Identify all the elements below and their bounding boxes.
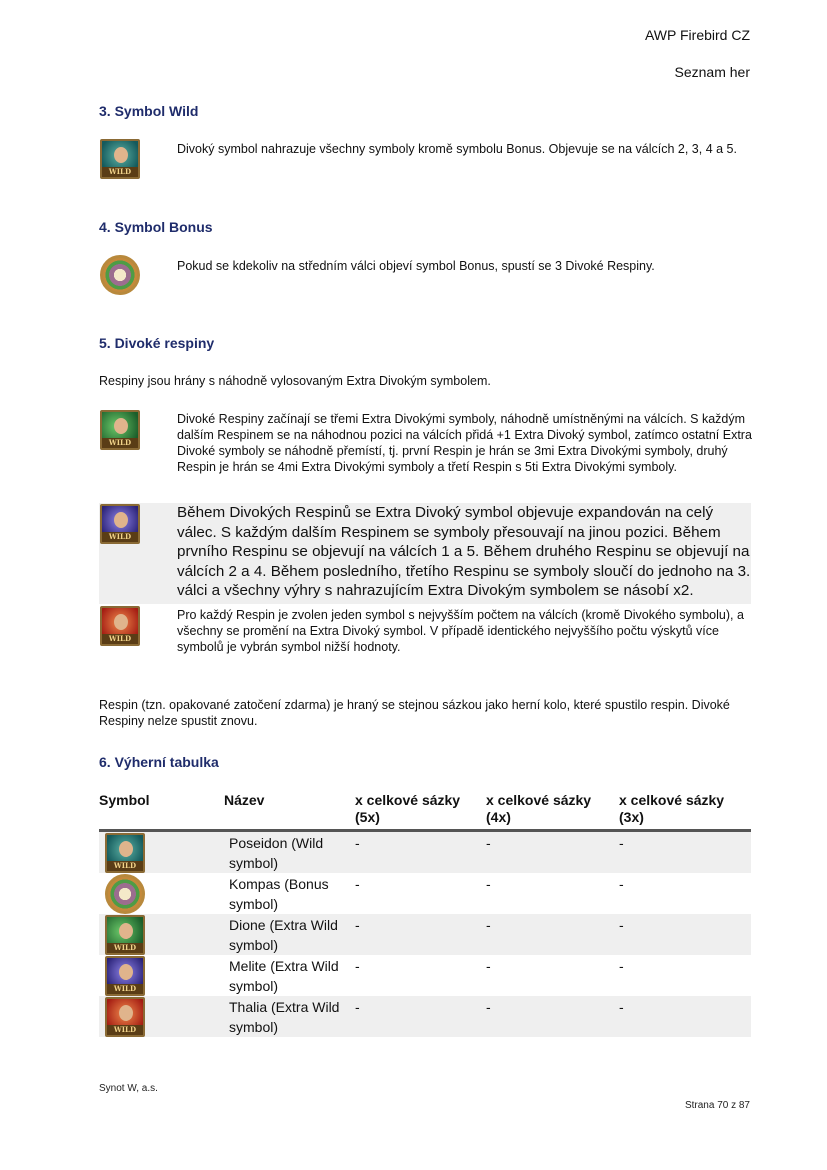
payout-x4: - xyxy=(486,835,491,851)
section-heading-bonus: 4. Symbol Bonus xyxy=(99,219,213,235)
payout-x4: - xyxy=(486,958,491,974)
table-row xyxy=(99,831,751,874)
col-symbol: Symbol xyxy=(99,792,150,808)
section-heading-paytable: 6. Výherní tabulka xyxy=(99,754,219,770)
bonus-description: Pokud se kdekoliv na středním válci objeví symbol Bonus, spustí se 3 Divoké Respiny. xyxy=(177,259,655,273)
respins-rule-1: Divoké Respiny začínají se třemi Extra Divokými symboly, náhodně umístněnými na válcích. S každým dalším Respinem se na náhodnou pozici na válcích přidá +1 Extra Divoký symbol, zatímco ostatní Extra Divoké symboly se náhodně přemístí, tj. první Respin je hrán se 3mi Extra Divokými symboly, druhý Respin je hrán se 4mi Extra Divokými symboly a třetí Respin s 5ti Extra Divokými symboly. xyxy=(177,412,752,474)
payout-x4: - xyxy=(486,999,491,1015)
document-title: AWP Firebird CZ xyxy=(644,27,750,43)
payout-x3: - xyxy=(619,958,624,974)
poseidon-wild-icon: WILD xyxy=(105,833,145,873)
payout-x3: - xyxy=(619,876,624,892)
payout-x5: - xyxy=(355,958,360,974)
section-heading-wild: 3. Symbol Wild xyxy=(99,103,199,119)
col-x4: x celkové sázky (4x) xyxy=(486,792,592,825)
table-row xyxy=(99,996,751,1037)
melite-wild-icon: WILD xyxy=(100,504,140,544)
payout-x5: - xyxy=(355,917,360,933)
table-row xyxy=(99,914,751,955)
respins-rule-2: Během Divokých Respinů se Extra Divoký symbol objevuje expandován na celý válec. S každým dalším Respinem se symboly přesouvají na jinou pozici. Během prvního Respinu se objevují na válcích 1 a 5. Během druhého Respinu se objevují na válcích 2 a 4. Během posledního, třetího Respinu se symboly sloučí do jednoho na 3. válci a všechny výhry s nahrazujícím Extra Divokým symbolem se násobí x2. xyxy=(177,504,751,599)
table-row xyxy=(99,955,751,996)
payout-x3: - xyxy=(619,999,624,1015)
payout-x5: - xyxy=(355,999,360,1015)
payout-x4: - xyxy=(486,876,491,892)
symbol-name: Kompas (Bonus symbol) xyxy=(229,876,329,912)
footer-page-number: Strana 70 z 87 xyxy=(684,1100,750,1111)
section-heading-respins: 5. Divoké respiny xyxy=(99,335,215,351)
col-x3: x celkové sázky (3x) xyxy=(619,792,725,825)
dione-wild-icon: WILD xyxy=(100,410,140,450)
symbol-name: Dione (Extra Wild symbol) xyxy=(229,917,338,953)
col-x5: x celkové sázky (5x) xyxy=(355,792,461,825)
document-subtitle: Seznam her xyxy=(674,64,750,80)
thalia-wild-icon: WILD xyxy=(105,997,145,1037)
poseidon-wild-icon: WILD xyxy=(100,139,140,179)
payout-x5: - xyxy=(355,876,360,892)
wild-description: Divoký symbol nahrazuje všechny symboly kromě symbolu Bonus. Objevuje se na válcích 2, 3, 4 a 5. xyxy=(177,142,737,156)
dione-wild-icon: WILD xyxy=(105,915,145,955)
table-row xyxy=(99,873,751,914)
respins-intro: Respiny jsou hrány s náhodně vylosovaným Extra Divokým symbolem. xyxy=(99,374,491,388)
kompas-bonus-icon xyxy=(105,874,145,914)
symbol-name: Melite (Extra Wild symbol) xyxy=(229,958,339,994)
payout-x5: - xyxy=(355,835,360,851)
footer-company: Synot W, a.s. xyxy=(99,1083,158,1094)
melite-wild-icon: WILD xyxy=(105,956,145,996)
payout-x3: - xyxy=(619,917,624,933)
payout-x4: - xyxy=(486,917,491,933)
paytable xyxy=(99,792,751,1037)
payout-x3: - xyxy=(619,835,624,851)
symbol-name: Poseidon (Wild symbol) xyxy=(229,835,324,871)
thalia-wild-icon: WILD xyxy=(100,606,140,646)
respins-outro: Respin (tzn. opakované zatočení zdarma) je hraný se stejnou sázkou jako herní kolo, které spustilo respin. Divoké Respiny nelze spustit znovu. xyxy=(99,698,730,728)
col-name: Název xyxy=(224,792,265,808)
symbol-name: Thalia (Extra Wild symbol) xyxy=(229,999,340,1035)
paytable-header-row xyxy=(99,792,751,831)
kompas-bonus-icon xyxy=(100,255,140,295)
respins-rule-3: Pro každý Respin je zvolen jeden symbol s nejvyšším počtem na válcích (kromě Divokého symbolu), a všechny se promění na Extra Divoký symbol. V případě identického nejvyššího počtu výskytů více symbolů je vybrán symbol nižší hodnoty. xyxy=(177,608,744,654)
